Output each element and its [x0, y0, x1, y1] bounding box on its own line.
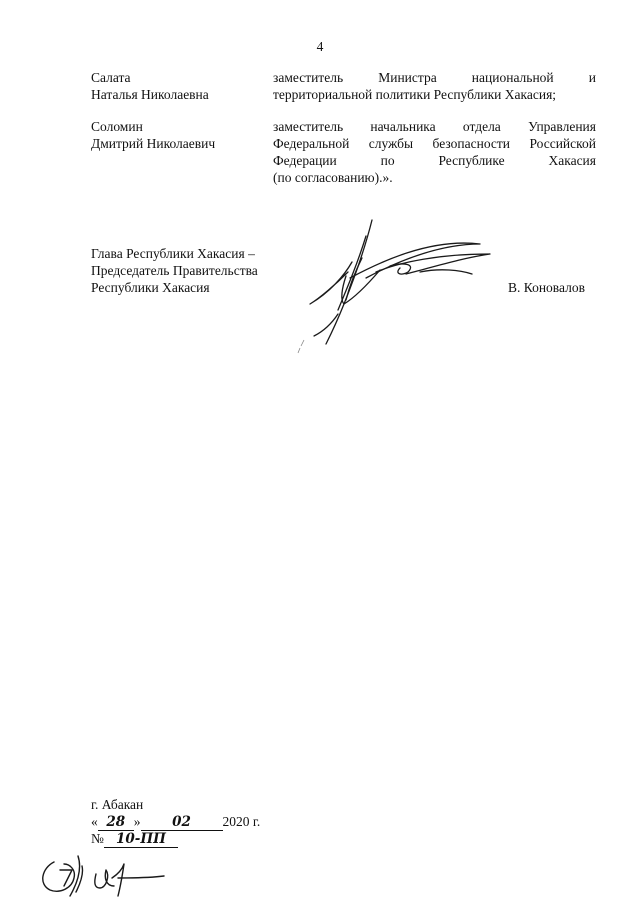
member-surname: Салата	[91, 70, 131, 85]
page-number: 4	[316, 39, 324, 54]
date-month: 02	[141, 814, 223, 831]
number-prefix: №	[91, 831, 104, 846]
city-line: г. Абакан	[91, 797, 144, 812]
date-close-quote: »	[133, 814, 141, 829]
official-title-line: Председатель Правительства	[91, 263, 258, 278]
handwritten-signature	[290, 214, 510, 354]
member-surname: Соломин	[91, 119, 143, 134]
member-given-names: Дмитрий Николаевич	[91, 136, 216, 151]
official-title	[91, 245, 291, 296]
document-number-line	[91, 830, 178, 848]
member-role-line: заместитель Министра национальной и	[273, 70, 596, 85]
date-open-quote: «	[91, 814, 98, 829]
member-2-name	[91, 118, 261, 152]
signer-name: В. Коновалов	[508, 280, 585, 295]
member-role-line: (по согласованию).».	[273, 170, 393, 185]
document-number: 10-ПП	[104, 831, 178, 848]
member-1-name	[91, 69, 261, 103]
date-day: 28	[98, 814, 134, 831]
member-1-role	[273, 69, 596, 103]
date-line	[91, 813, 260, 831]
member-2-role	[273, 118, 596, 186]
member-role-line: Федерации по Республике Хакасия	[273, 153, 596, 168]
official-title-line: Глава Республики Хакасия –	[91, 246, 255, 261]
date-year: 2020 г.	[222, 814, 261, 829]
member-role-line: Федеральной службы безопасности Российской	[273, 136, 596, 151]
member-role-line: заместитель начальника отдела Управления	[273, 119, 596, 134]
official-title-line: Республики Хакасия	[91, 280, 210, 295]
member-given-names: Наталья Николаевна	[91, 87, 209, 102]
handwritten-initials	[38, 848, 178, 898]
member-role-line: территориальной политики Республики Хакасия;	[273, 87, 557, 102]
